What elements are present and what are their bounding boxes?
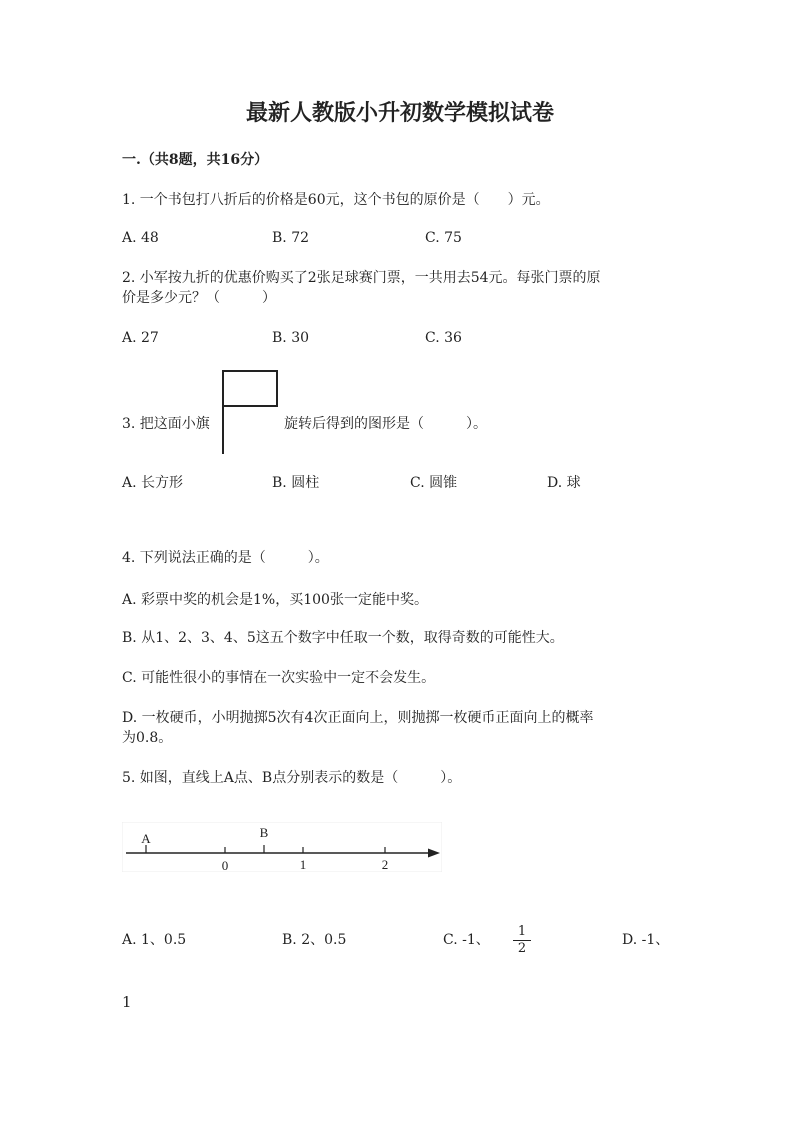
q3-option-d: D. 球 [547, 475, 581, 491]
q4-option-b: B. 从1、2、3、4、5这五个数字中任取一个数，取得奇数的可能性大。 [122, 630, 564, 646]
question-3-suffix: 旋转后得到的图形是（ ）。 [284, 416, 487, 432]
q4-option-d-line-2: 为0.8。 [122, 730, 173, 746]
question-2-line-1: 2. 小军按九折的优惠价购买了2张足球赛门票，一共用去54元。每张门票的原 [122, 270, 601, 286]
q2-option-a: A. 27 [122, 330, 159, 346]
fraction-numerator: 1 [517, 924, 527, 939]
question-5: 5. 如图，直线上A点、B点分别表示的数是（ ）。 [122, 770, 462, 786]
question-3-prefix: 3. 把这面小旗 [122, 416, 210, 432]
tick-label-1: 1 [299, 857, 307, 872]
q5-option-d: D. -1、 [622, 932, 670, 948]
point-b-label: B [259, 825, 269, 840]
number-line-figure [122, 822, 442, 872]
page-title: 最新人教版小升初数学模拟试卷 [245, 100, 554, 126]
question-4: 4. 下列说法正确的是（ ）。 [122, 550, 329, 566]
point-a-label: A [141, 831, 151, 846]
tick-label-0: 0 [221, 858, 229, 872]
flag-cloth [223, 371, 277, 406]
q5-option-c: C. -1、 [443, 932, 490, 948]
page-number: 1 [122, 993, 132, 1011]
section-heading: 一.（共8题，共16分） [122, 152, 269, 168]
q3-option-c: C. 圆锥 [410, 475, 458, 491]
q5-option-a: A. 1、0.5 [122, 932, 187, 948]
number-line-arrow [428, 849, 440, 858]
question-1: 1. 一个书包打八折后的价格是60元，这个书包的原价是（ ）元。 [122, 192, 550, 208]
flag-figure [218, 370, 282, 454]
fraction-denominator: 2 [517, 941, 527, 956]
q3-option-b: B. 圆柱 [272, 475, 320, 491]
q1-option-a: A. 48 [122, 230, 159, 246]
q2-option-b: B. 30 [272, 330, 310, 346]
q1-option-b: B. 72 [272, 230, 310, 246]
q4-option-a: A. 彩票中奖的机会是1%，买100张一定能中奖。 [122, 592, 428, 608]
q4-option-c: C. 可能性很小的事情在一次实验中一定不会发生。 [122, 670, 436, 686]
question-2-line-2: 价是多少元？（ ） [122, 290, 276, 306]
q3-option-a: A. 长方形 [122, 475, 184, 491]
q4-option-d-line-1: D. 一枚硬币，小明抛掷5次有4次正面向上，则抛掷一枚硬币正面向上的概率 [122, 710, 594, 726]
q2-option-c: C. 36 [425, 330, 462, 346]
q1-option-c: C. 75 [425, 230, 462, 246]
tick-label-2: 2 [381, 857, 389, 872]
q5-option-b: B. 2、0.5 [282, 932, 347, 948]
fraction-one-half [513, 925, 531, 956]
